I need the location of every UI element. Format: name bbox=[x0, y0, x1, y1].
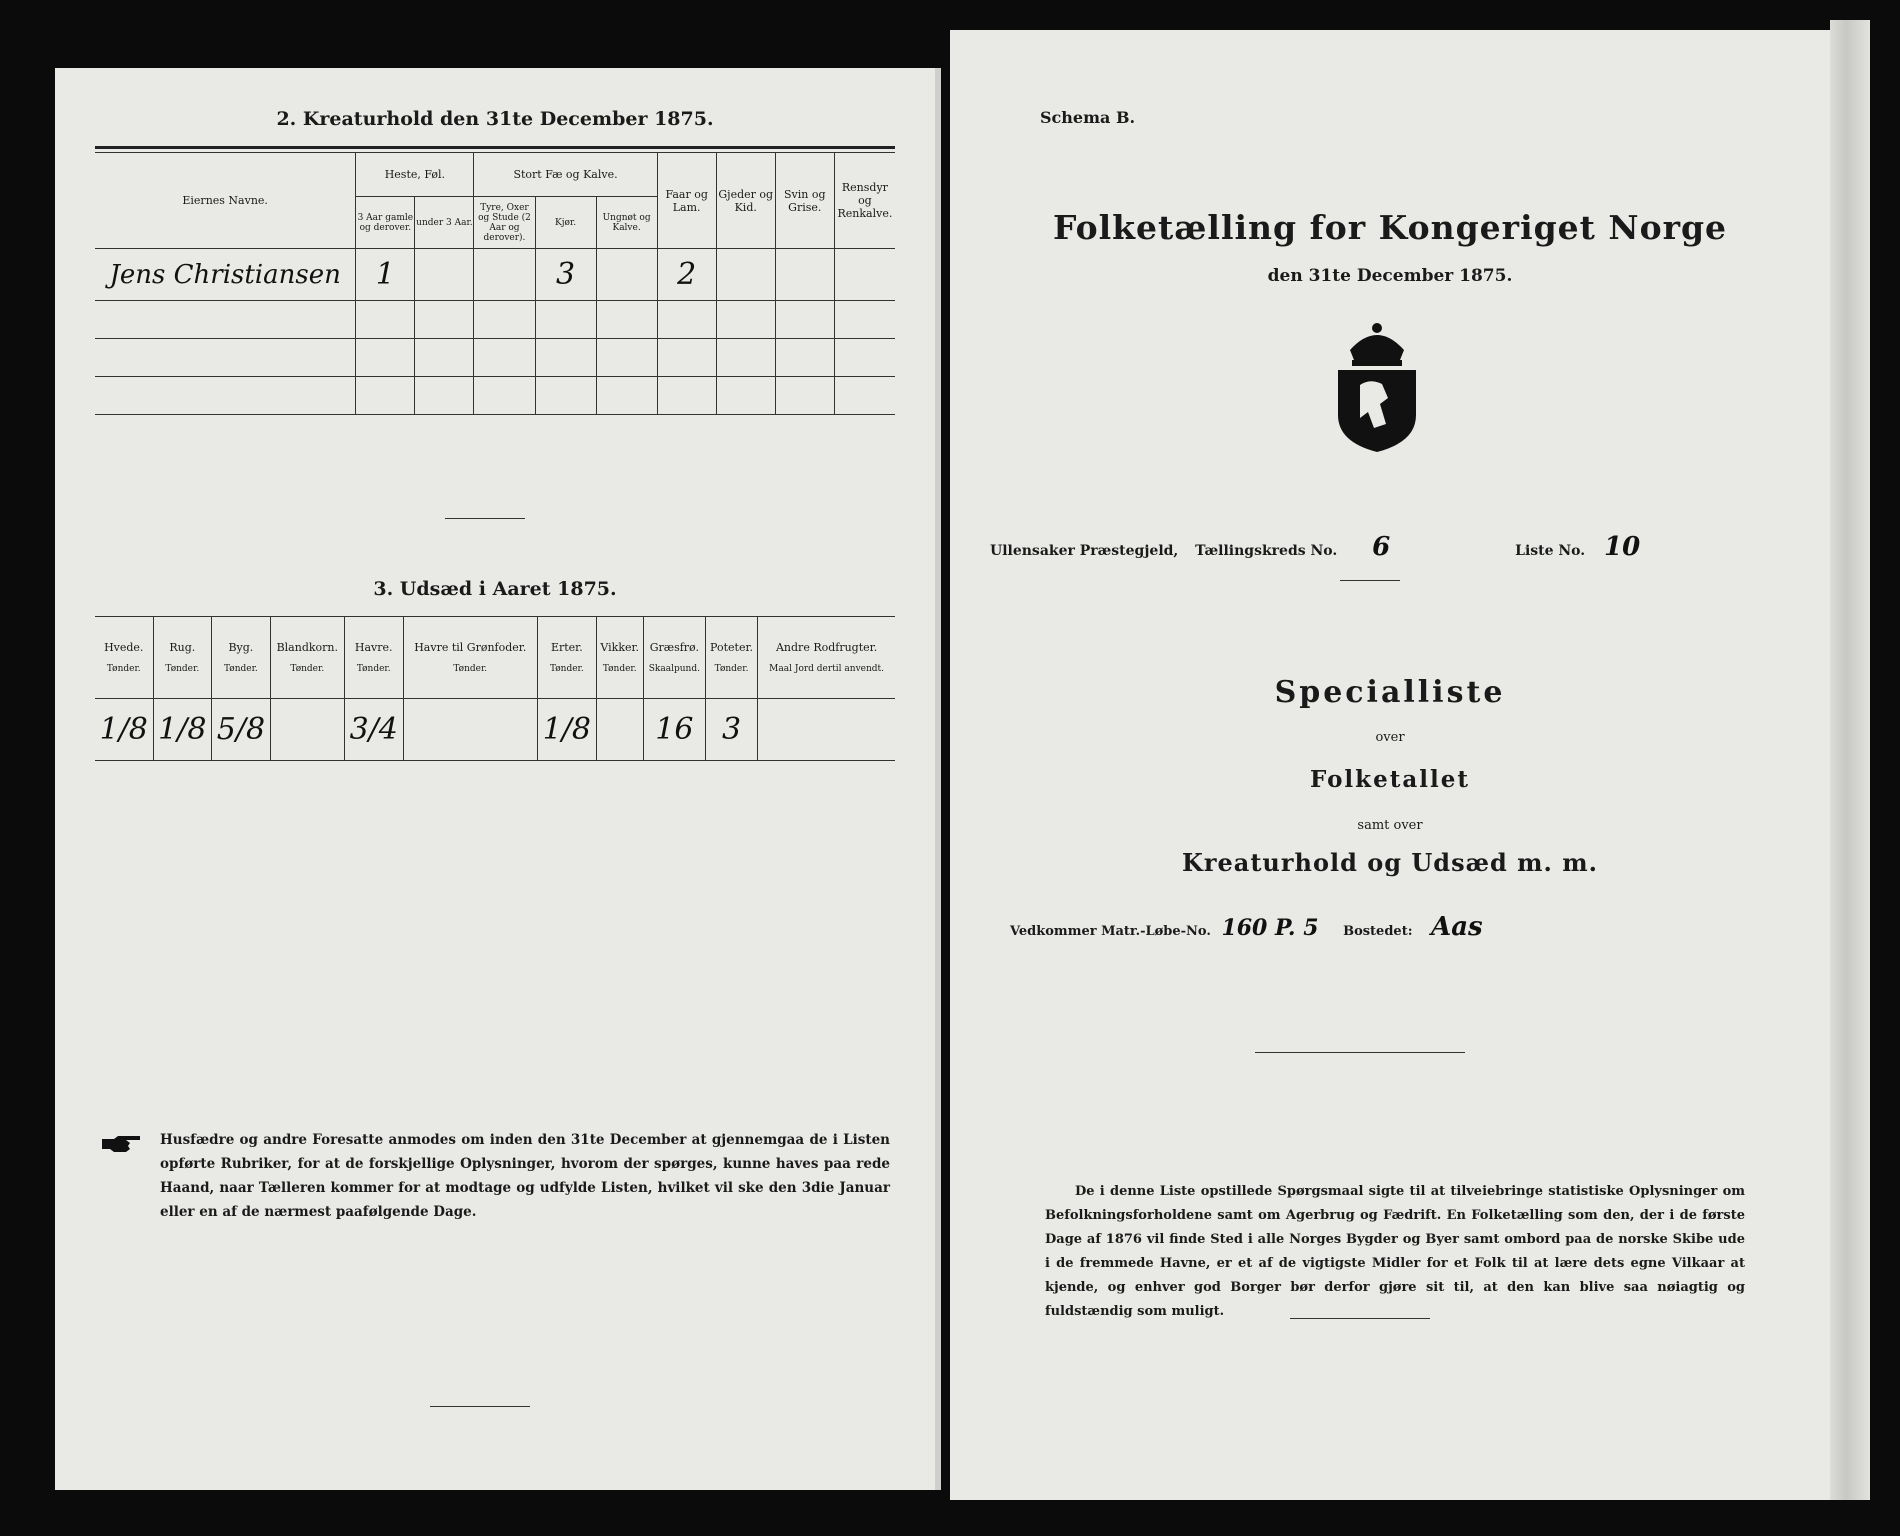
seed-header-3 bbox=[270, 617, 344, 699]
seed-unit: Tønder. bbox=[453, 664, 488, 674]
seed-value-9: 3 bbox=[705, 699, 757, 761]
form-date: den 31te December 1875. bbox=[1267, 266, 1513, 286]
heading-specialliste: Specialliste bbox=[1274, 675, 1506, 710]
young-cattle-header: Ungnøt og Kalve. bbox=[596, 197, 657, 249]
horses-young-header: under 3 Aar. bbox=[415, 197, 474, 249]
schema-label: Schema B. bbox=[1040, 108, 1136, 127]
seed-unit: Maal Jord dertil anvendt. bbox=[769, 664, 885, 674]
table-row bbox=[95, 249, 895, 301]
cows-value: 3 bbox=[535, 249, 596, 301]
pigs-value bbox=[775, 249, 834, 301]
seed-unit: Tønder. bbox=[714, 664, 749, 674]
seed-header-9 bbox=[705, 617, 757, 699]
seed-value-3 bbox=[270, 699, 344, 761]
seed-name: Hvede. bbox=[104, 641, 144, 654]
goats-value bbox=[716, 249, 775, 301]
seed-value-8: 16 bbox=[643, 699, 705, 761]
seed-value-5 bbox=[403, 699, 538, 761]
seed-header-0 bbox=[95, 617, 153, 699]
sheep-value: 2 bbox=[657, 249, 716, 301]
left-page bbox=[55, 68, 935, 1490]
heading-kreaturhold: Kreaturhold og Udsæd m. m. bbox=[1182, 848, 1598, 877]
seed-name: Poteter. bbox=[710, 641, 754, 654]
owner-header: Eiernes Navne. bbox=[95, 153, 356, 249]
coat-of-arms-icon bbox=[1330, 320, 1424, 454]
horses-old-value: 1 bbox=[356, 249, 415, 301]
seed-value-6: 1/8 bbox=[538, 699, 597, 761]
seed-header-1 bbox=[153, 617, 212, 699]
samt-over-label: samt over bbox=[1357, 818, 1423, 833]
seed-value-4: 3/4 bbox=[344, 699, 403, 761]
owner-name: Jens Christiansen bbox=[95, 249, 356, 301]
horses-young-value bbox=[415, 249, 474, 301]
instruction-notice: Husfædre og andre Foresatte anmodes om inden den 31te December at gjennemgaa de i Listen opførte Rubriker, for at de forskjellige Oplysninger, hvorom der spørges, kunne haves paa rede Haand, naar Tælleren kommer for at modtage og udfylde Listen, hvilket vil ske den 3die Januar eller en af de nærmest paafølgende Dage. bbox=[160, 1132, 890, 1220]
district-value: 6 bbox=[1372, 532, 1391, 562]
seed-name: Havre. bbox=[354, 641, 393, 654]
seed-value-0: 1/8 bbox=[95, 699, 153, 761]
seed-unit: Tønder. bbox=[549, 664, 584, 674]
young-cattle-value bbox=[596, 249, 657, 301]
seed-unit: Tønder. bbox=[290, 664, 325, 674]
right-page bbox=[950, 30, 1830, 1500]
seed-name: Græsfrø. bbox=[649, 641, 699, 654]
seed-unit: Tønder. bbox=[602, 664, 637, 674]
horses-header: Heste, Føl. bbox=[356, 153, 474, 197]
district-line bbox=[990, 532, 1640, 562]
place-value: Aas bbox=[1431, 912, 1483, 942]
seed-unit: Tønder. bbox=[165, 664, 200, 674]
seed-unit: Tønder. bbox=[106, 664, 141, 674]
horses-old-header: 3 Aar gamle og derover. bbox=[356, 197, 415, 249]
seed-table bbox=[95, 616, 895, 761]
seed-value-10 bbox=[758, 699, 895, 761]
cattle-header: Stort Fæ og Kalve. bbox=[474, 153, 657, 197]
seed-header-10 bbox=[758, 617, 895, 699]
goats-header: Gjeder og Kid. bbox=[716, 153, 775, 249]
seed-value-1: 1/8 bbox=[153, 699, 212, 761]
bulls-value bbox=[474, 249, 535, 301]
seed-name: Byg. bbox=[228, 641, 254, 654]
footer-statement: De i denne Liste opstillede Spørgsmaal sigte til at tilveiebringe statistiske Oplysninger om Befolkningsforholdene samt om Agerbrug og Fædrift. En Folketælling som den, der i de første Dage af 1876 vil finde Sted i alle Norges Bygder og Byer samt ombord paa de norske Skibe ude i de fremmede Havne, er et af de vigtigste Midler for et Folk til at lære dets egne Vilkaar at kjende, og enhver god Borger bør derfor gjøre sit til, at den kan blive saa nøiagtig og fuldstændig som muligt. bbox=[1045, 1184, 1745, 1319]
seed-name: Blandkorn. bbox=[276, 641, 338, 654]
parish-label: Ullensaker Præstegjeld, bbox=[990, 543, 1179, 559]
seed-header-8 bbox=[643, 617, 705, 699]
pointing-hand-icon bbox=[100, 1133, 142, 1155]
pigs-header: Svin og Grise. bbox=[775, 153, 834, 249]
reindeer-header: Rensdyr og Renkalve. bbox=[834, 153, 895, 249]
cows-header: Kjør. bbox=[535, 197, 596, 249]
seed-name: Erter. bbox=[550, 641, 583, 654]
over-label: over bbox=[1375, 730, 1405, 745]
property-line bbox=[1010, 912, 1483, 942]
section3-title: 3. Udsæd i Aaret 1875. bbox=[373, 578, 617, 600]
livestock-table bbox=[95, 152, 895, 415]
seed-name: Andre Rodfrugter. bbox=[775, 641, 878, 654]
matr-value: 160 P. 5 bbox=[1221, 915, 1319, 941]
seed-name: Rug. bbox=[169, 641, 196, 654]
seed-value-7 bbox=[596, 699, 643, 761]
form-title: Folketælling for Kongeriget Norge bbox=[1052, 208, 1728, 247]
place-label: Bostedet: bbox=[1343, 924, 1413, 939]
section2-title: 2. Kreaturhold den 31te December 1875. bbox=[276, 108, 714, 130]
reindeer-value bbox=[834, 249, 895, 301]
list-value: 10 bbox=[1604, 532, 1641, 562]
bulls-header: Tyre, Oxer og Stude (2 Aar og derover). bbox=[474, 197, 535, 249]
seed-name: Havre til Grønfoder. bbox=[414, 641, 527, 654]
seed-header-7 bbox=[596, 617, 643, 699]
heading-folketallet: Folketallet bbox=[1310, 766, 1470, 793]
seed-name: Vikker. bbox=[600, 641, 640, 654]
list-label: Liste No. bbox=[1515, 543, 1586, 559]
district-label: Tællingskreds No. bbox=[1195, 543, 1338, 559]
sheep-header: Faar og Lam. bbox=[657, 153, 716, 249]
seed-unit: Skaalpund. bbox=[648, 664, 700, 674]
table-row bbox=[95, 699, 895, 761]
seed-value-2: 5/8 bbox=[212, 699, 271, 761]
seed-header-2 bbox=[212, 617, 271, 699]
seed-header-6 bbox=[538, 617, 597, 699]
seed-header-4 bbox=[344, 617, 403, 699]
seed-unit: Tønder. bbox=[356, 664, 391, 674]
matr-label: Vedkommer Matr.-Løbe-No. bbox=[1010, 924, 1211, 939]
seed-header-5 bbox=[403, 617, 538, 699]
seed-unit: Tønder. bbox=[224, 664, 258, 674]
